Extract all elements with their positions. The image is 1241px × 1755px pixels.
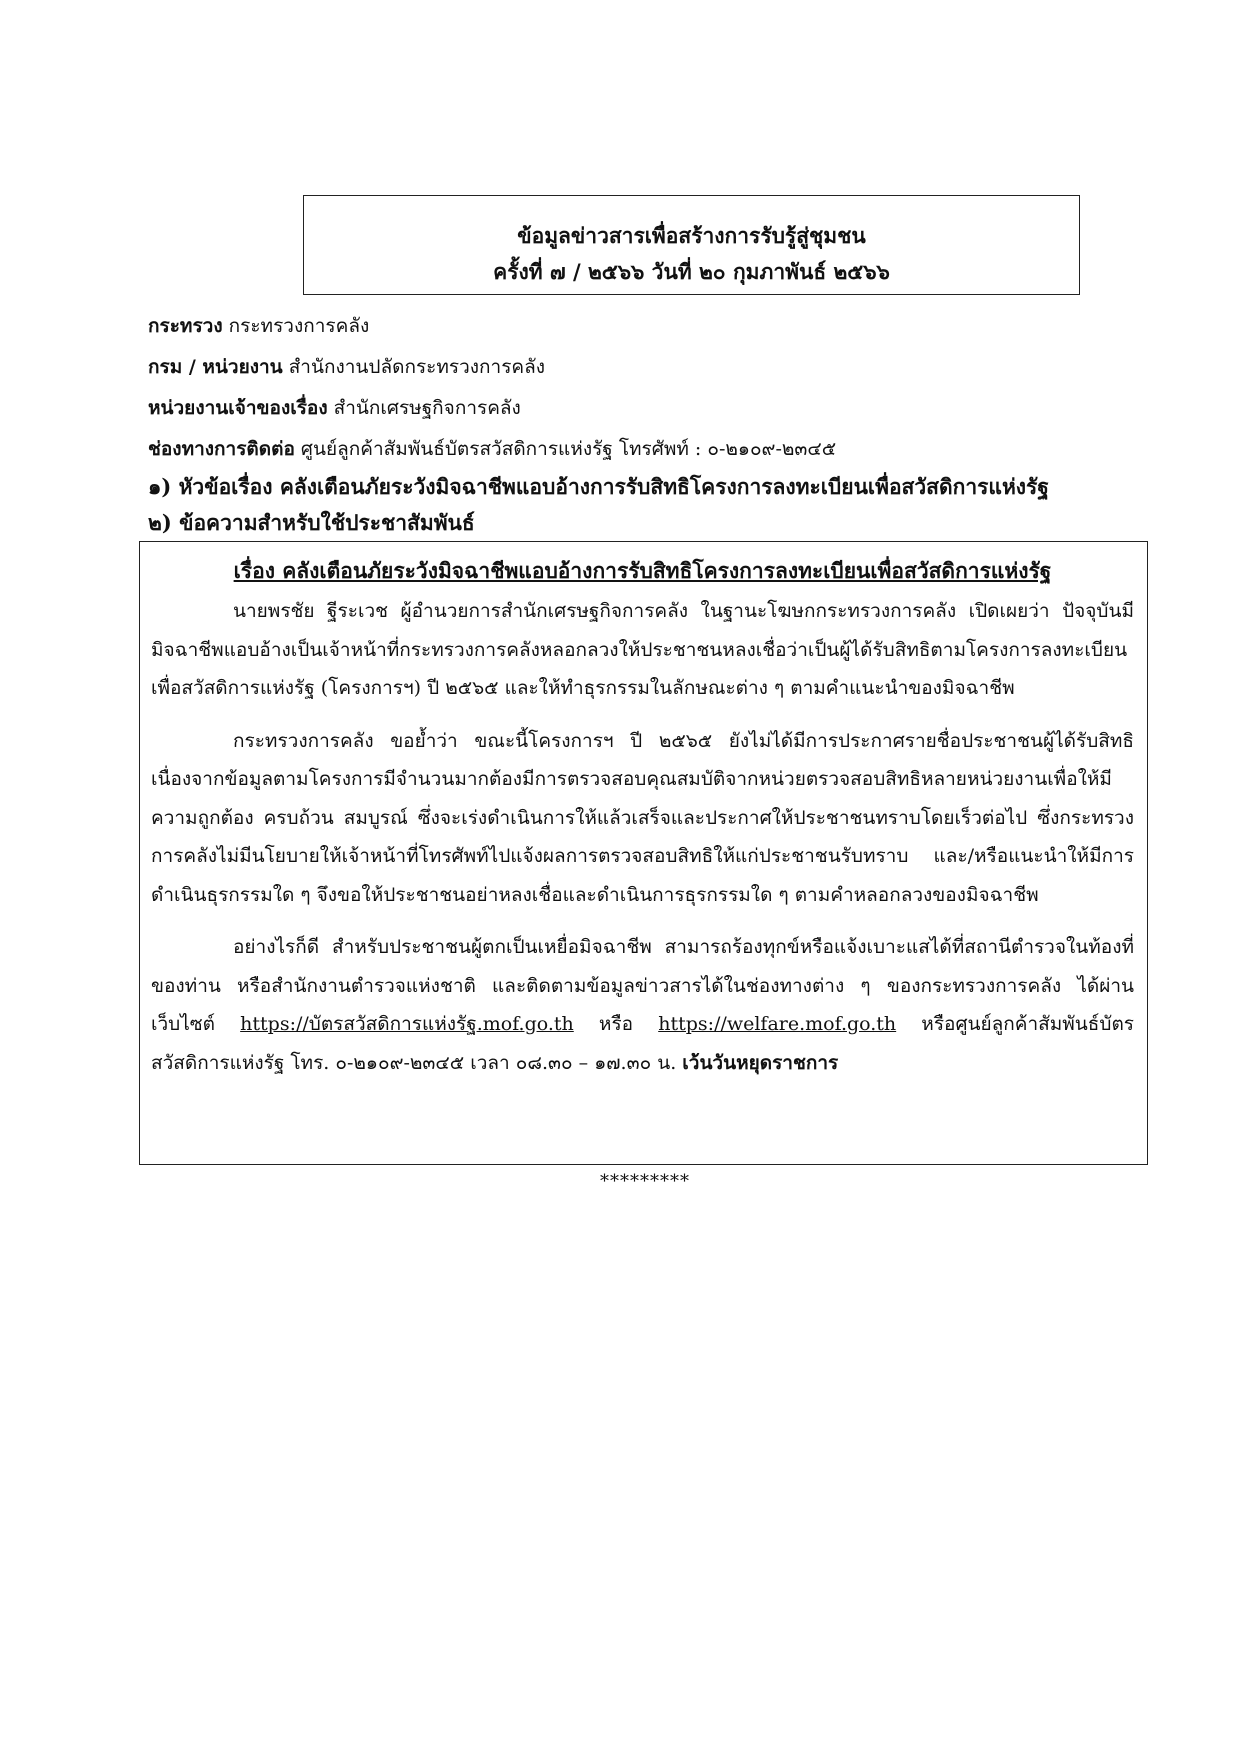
department-label: กรม / หน่วยงาน (148, 356, 283, 378)
department-line (148, 347, 1148, 388)
message-box (139, 541, 1148, 1165)
message-title: เรื่อง คลังเตือนภัยระวังมิจฉาชีพแอบอ้างการรับสิทธิโครงการลงทะเบียนเพื่อสวัสดิการแห่งรัฐ (233, 558, 1052, 583)
headings-section (148, 469, 1148, 541)
end-marker: ********* (600, 1171, 690, 1192)
metadata-section (148, 306, 1148, 470)
message-paragraph-2: กระทรวงการคลัง ขอย้ำว่า ขณะนี้โครงการฯ ปี ๒๕๖๕ ยังไม่ได้มีการประกาศรายชื่อประชาชนผู้ได้รับสิทธิ เนื่องจากข้อมูลตามโครงการมีจำนวนมากต้องมีการตรวจสอบคุณสมบัติจากหน่วยตรวจสอบสิทธิหลายหน่วยงานเพื่อให้มีความถูกต้อง ครบถ้วน สมบูรณ์ ซึ่งจะเร่งดำเนินการให้แล้วเสร็จและประกาศให้ประชาชนทราบโดยเร็วต่อไป ซึ่งกระทรวงการคลังไม่มีนโยบายให้เจ้าหน้าที่โทรศัพท์ไปแจ้งผลการตรวจสอบสิทธิให้แก่ประชาชนรับทราบ และ/หรือแนะนำให้มีการดำเนินธุรกรรมใด ๆ จึงขอให้ประชาชนอย่าหลงเชื่อและดำเนินการธุรกรรมใด ๆ ตามคำหลอกลวงของมิจฉาชีพ (151, 729, 1134, 906)
contact-line (148, 429, 1148, 470)
owner-line (148, 388, 1148, 429)
topic-heading: ๑) หัวข้อเรื่อง คลังเตือนภัยระวังมิจฉาชีพแอบอ้างการรับสิทธิโครงการลงทะเบียนเพื่อสวัสดิการแห่งรัฐ (148, 474, 1049, 499)
department-value: สำนักงานปลัดกระทรวงการคลัง (288, 356, 546, 378)
message-heading: ๒) ข้อความสำหรับใช้ประชาสัมพันธ์ (148, 510, 475, 535)
document-title: ข้อมูลข่าวสารเพื่อสร้างการรับรู้สู่ชุมชน (517, 223, 866, 248)
welfare-thai-url-link[interactable]: https://บัตรสวัสดิการแห่งรัฐ.mof.go.th (240, 1013, 574, 1035)
contact-value: ศูนย์ลูกค้าสัมพันธ์บัตรสวัสดิการแห่งรัฐ โทรศัพท์ : ๐-๒๑๐๙-๒๓๔๕ (300, 438, 837, 460)
ministry-line (148, 306, 1148, 347)
title-box (303, 195, 1080, 295)
message-paragraph-1: นายพรชัย ฐีระเวช ผู้อำนวยการสำนักเศรษฐกิจการคลัง ในฐานะโฆษกกระทรวงการคลัง เปิดเผยว่า ปัจจุบันมีมิจฉาชีพแอบอ้างเป็นเจ้าหน้าที่กระทรวงการคลังหลอกลวงให้ประชาชนหลงเชื่อว่าเป็นผู้ได้รับสิทธิตามโครงการลงทะเบียนเพื่อสวัสดิการแห่งรัฐ (โครงการฯ) ปี ๒๕๖๕ และให้ทำธุรกรรมในลักษณะต่าง ๆ ตามคำแนะนำของมิจฉาชีพ (151, 600, 1134, 699)
owner-label: หน่วยงานเจ้าของเรื่อง (148, 397, 328, 419)
paragraph-3-bold-note: เว้นวันหยุดราชการ (682, 1051, 839, 1074)
ministry-value: กระทรวงการคลัง (228, 315, 370, 337)
contact-label: ช่องทางการติดต่อ (148, 438, 295, 460)
paragraph-3-text-end: หรือศูนย์ลูกค้าสัมพันธ์บัตรสวัสดิการแห่งรัฐ โทร. ๐-๒๑๐๙-๒๓๔๕ เวลา ๐๘.๓๐ – ๑๗.๓๐ น. (151, 1013, 1134, 1074)
message-paragraph-3 (151, 928, 1134, 1082)
owner-value: สำนักเศรษฐกิจการคลัง (333, 397, 521, 419)
issue-number-date: ครั้งที่ ๗ / ๒๕๖๖ วันที่ ๒๐ กุมภาพันธ์ ๒๕๖๖ (493, 259, 890, 284)
paragraph-3-or: หรือ (573, 1013, 659, 1035)
paragraph-3-text-start: อย่างไรก็ดี สำหรับประชาชนผู้ตกเป็นเหยื่อมิจฉาชีพ สามารถร้องทุกข์หรือแจ้งเบาะแสได้ที่สถานีตำรวจในท้องที่ของท่าน หรือสำนักงานตำรวจแห่งชาติ และติดตามข้อมูลข่าวสารได้ในช่องทางต่าง ๆ ของกระทรวงการคลัง ได้ผ่านเว็บไซต์ (151, 936, 1134, 1035)
welfare-url-link[interactable]: https://welfare.mof.go.th (658, 1013, 897, 1035)
ministry-label: กระทรวง (148, 315, 223, 337)
